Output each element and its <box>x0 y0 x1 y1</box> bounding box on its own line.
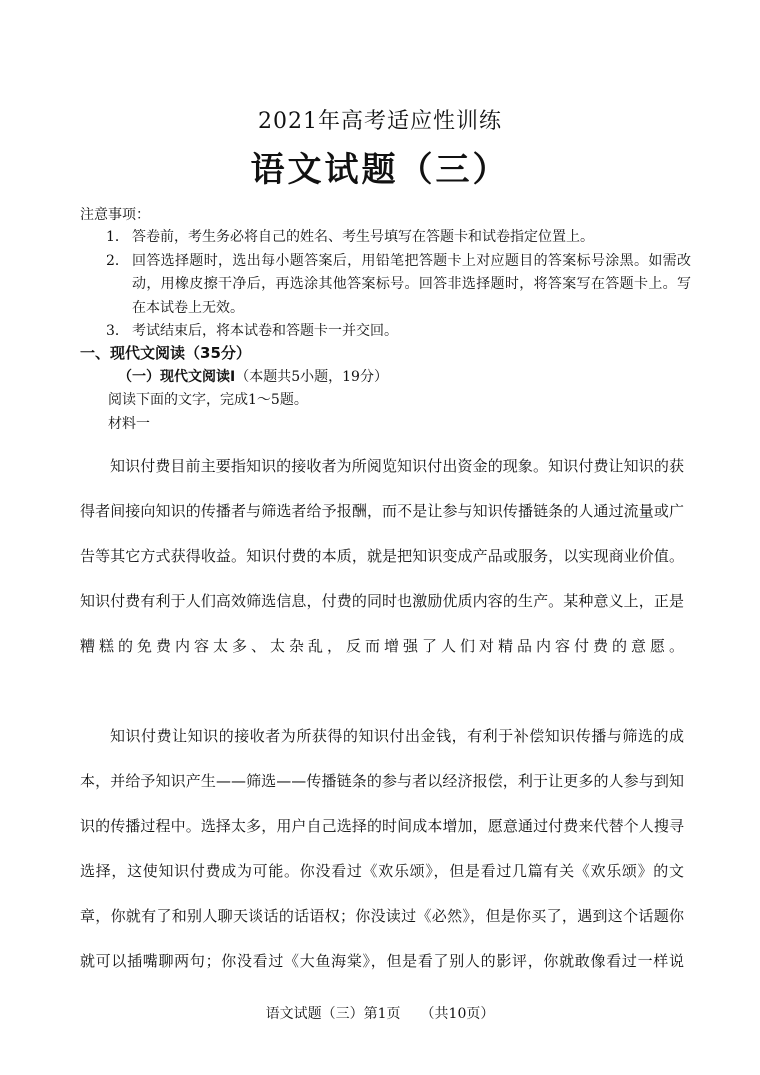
section-heading: 一、现代文阅读（35分） <box>80 344 251 362</box>
subsection-note: （本题共5小题，19分） <box>235 369 388 385</box>
subsection-heading <box>118 366 388 386</box>
notice-item-text: 考试结束后，将本试卷和答题卡一并交回。 <box>132 323 398 339</box>
footer-total-label: （共10页） <box>420 1006 495 1022</box>
exam-subtitle: 2021年高考适应性训练 <box>258 109 502 134</box>
notice-item-number: 3． <box>106 323 129 339</box>
notice-item-text: 答卷前，考生务必将自己的姓名、考生号填写在答题卡和试卷指定位置上。 <box>132 229 594 245</box>
notice-list <box>106 226 691 344</box>
notice-item-number: 2． <box>106 252 129 269</box>
notice-heading: 注意事项： <box>80 207 150 223</box>
notice-item <box>106 226 691 250</box>
passage-paragraph-2: 知识付费让知识的接收者为所获得的知识付出金钱，有利于补偿知识传播与筛选的成本，并给予知识产生——筛选——传播链条的参与者以经济报偿，利于让更多的人参与到知识的传播过程中。选择太多，用户自己选择的时间成本增加，愿意通过付费来代替个人搜寻选择，这使知识付费成为可能。你没看过《欢乐颂》，但是看过几篇有关《欢乐颂》的文章，你就有了和别人聊天谈话的话语权；你没读过《必然》，但是你买了，遇到这个话题你就可以插嘴聊两句；你没看过《大鱼海棠》，但是看了别人的影评，你就敢像看过一样说 <box>80 727 684 970</box>
notice-item <box>106 320 691 344</box>
page-footer <box>0 1003 760 1023</box>
exam-title: 语文试题（三） <box>250 150 510 190</box>
notice-item-number: 1． <box>106 229 129 245</box>
passage-paragraph-1: 知识付费目前主要指知识的接收者为所阅览知识付出资金的现象。知识付费让知识的获得者间接向知识的传播者与筛选者给予报酬，而不是让参与知识传播链条的人通过流量或广告等其它方式获得收益。知识付费的本质，就是把知识变成产品或服务，以实现商业价值。知识付费有利于人们高效筛选信息，付费的同时也激励优质内容的生产。某种意义上，正是糟糕的免费内容太多、太杂乱，反而增强了人们对精品内容付费的意愿。 <box>80 457 684 655</box>
material-label: 材料一 <box>108 416 150 432</box>
subsection-title: （一）现代文阅读Ⅰ <box>118 369 236 385</box>
notice-item-text: 回答选择题时，选出每小题答案后，用铅笔把答题卡上对应题目的答案标号涂黑。如需改动，用橡皮擦干净后，再选涂其他答案标号。回答非选择题时，将答案写在答题卡上。写在本试卷上无效。 <box>132 252 691 316</box>
passage <box>80 444 684 984</box>
footer-page-label: 语文试题（三）第1页 <box>265 1006 401 1022</box>
notice-item <box>106 250 691 321</box>
reading-instruction: 阅读下面的文字，完成1～5题。 <box>108 392 308 408</box>
